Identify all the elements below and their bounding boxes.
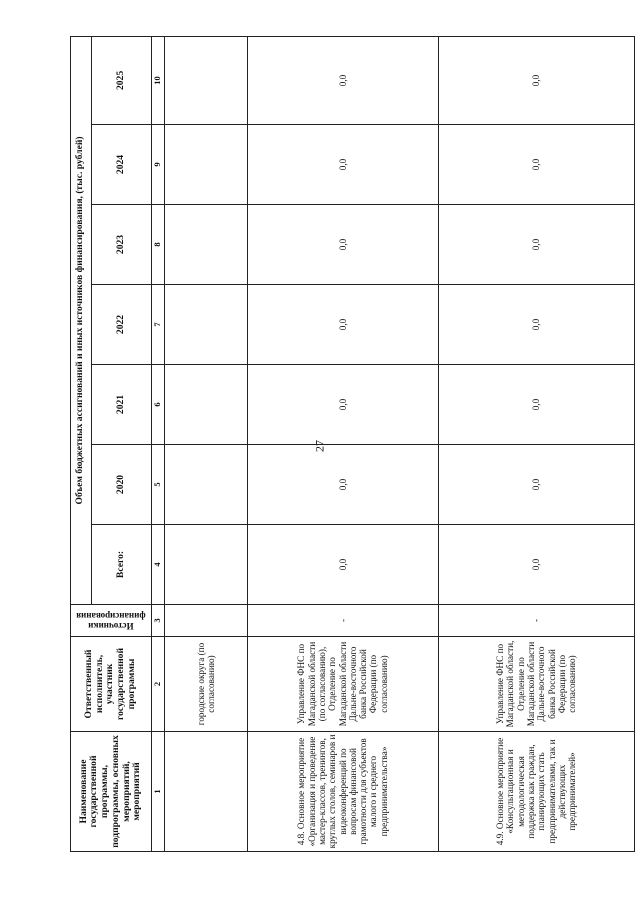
column-number: 2	[151, 637, 164, 732]
column-number: 1	[151, 732, 164, 852]
page-number: 27	[312, 440, 327, 452]
row-value: 0,0	[247, 205, 438, 285]
header-year-2020: 2020	[91, 445, 151, 525]
row-value: 0,0	[247, 125, 438, 205]
row-value: 0,0	[247, 285, 438, 365]
row-value	[164, 365, 247, 445]
header-year-2022: 2022	[91, 285, 151, 365]
header-program-name: Наименование государственной программы, подпрограммы, основных мероприятий, мероприятий	[71, 732, 152, 852]
row-source: -	[247, 605, 438, 637]
row-value: 0,0	[247, 365, 438, 445]
row-value: 0,0	[247, 525, 438, 605]
row-value: 0,0	[438, 205, 634, 285]
row-value	[164, 205, 247, 285]
header-executor: Ответственный исполнитель, участник государственной программы	[71, 637, 152, 732]
header-year-2023: 2023	[91, 205, 151, 285]
row-executor: Управление ФНС по Магаданской области, Отделение по Магаданской области Дальне-восточного банка Российской Федерации (по согласованию)	[438, 637, 634, 732]
funding-table	[70, 36, 635, 852]
row-value	[164, 445, 247, 525]
table-row	[164, 36, 247, 851]
table-row	[247, 36, 438, 851]
header-year-2024: 2024	[91, 125, 151, 205]
column-number: 9	[151, 125, 164, 205]
column-number: 3	[151, 605, 164, 637]
header-funding-source	[71, 605, 152, 637]
column-number-row	[151, 36, 164, 851]
row-value: 0,0	[438, 125, 634, 205]
column-number: 7	[151, 285, 164, 365]
column-number: 10	[151, 36, 164, 124]
header-funding-group: Объем бюджетных ассигнований и иных источников финансирования, (тыс. рублей)	[71, 36, 92, 604]
row-value: 0,0	[438, 36, 634, 124]
column-number: 5	[151, 445, 164, 525]
rotated-table-container	[70, 37, 635, 852]
row-program-name: 4.8. Основное мероприятие «Организация и проведение мастер-классов, тренингов, круглых столов, семинаров и видеоконференций по вопросам финансовой грамотности для субъектов малого и среднего предпринимательства»	[247, 732, 438, 852]
row-value: 0,0	[438, 365, 634, 445]
row-program-name	[164, 732, 247, 852]
header-year-2025: 2025	[91, 36, 151, 124]
row-value	[164, 36, 247, 124]
row-value: 0,0	[247, 36, 438, 124]
row-value	[164, 525, 247, 605]
row-source: -	[438, 605, 634, 637]
row-executor: городские округа (по согласованию)	[164, 637, 247, 732]
header-year-total: Всего:	[91, 525, 151, 605]
row-value: 0,0	[247, 445, 438, 525]
row-value: 0,0	[438, 445, 634, 525]
row-value	[164, 125, 247, 205]
header-year-2021: 2021	[91, 365, 151, 445]
row-source	[164, 605, 247, 637]
row-program-name: 4.9. Основное мероприятие «Консультационная и методологическая поддержка как граждан, планирующих стать предпринимателями, так и действующих предпринимателей»	[438, 732, 634, 852]
header-funding-source-text: Источники финансирования	[76, 610, 146, 631]
row-executor: Управление ФНС по Магаданской области (по согласованию), Отделение по Магаданской области Дальне-восточного банка Российской Федерации (по согласованию)	[247, 637, 438, 732]
row-value	[164, 285, 247, 365]
column-number: 8	[151, 205, 164, 285]
row-value: 0,0	[438, 285, 634, 365]
column-number: 4	[151, 525, 164, 605]
row-value: 0,0	[438, 525, 634, 605]
column-number: 6	[151, 365, 164, 445]
table-row	[438, 36, 634, 851]
